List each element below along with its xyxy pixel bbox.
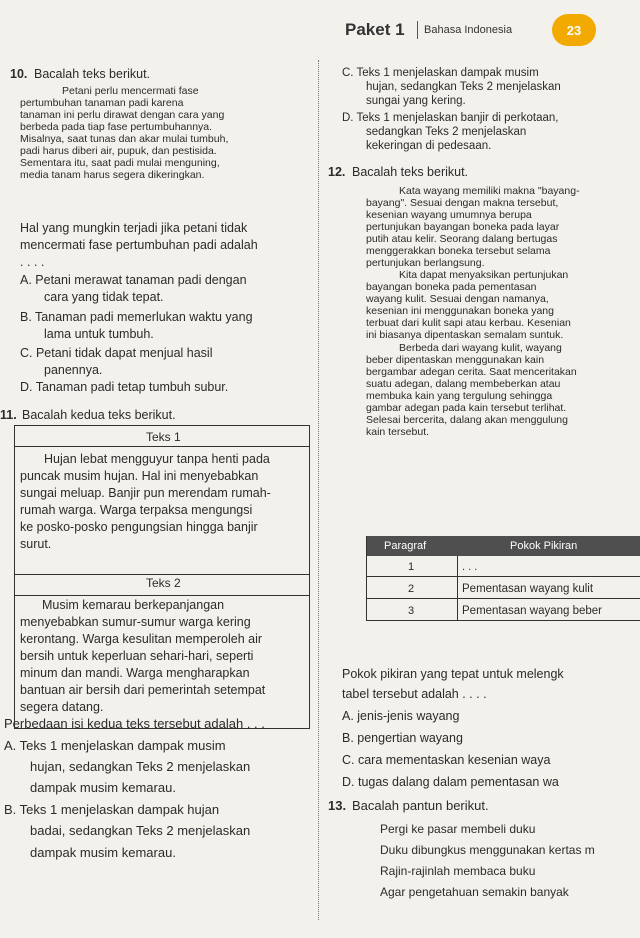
q10-prompt: Bacalah teks berikut. (34, 67, 151, 81)
q11-option-b[interactable]: dampak musim kemarau. (30, 845, 176, 860)
teks2-line: menyebabkan sumur-sumur warga kering (20, 615, 251, 629)
page-number-badge: 23 (552, 14, 596, 46)
table-cell: . . . (462, 561, 478, 573)
teks1-title: Teks 1 (146, 430, 181, 444)
teks2-line: bersih untuk keperluan sehari-hari, seperti (20, 649, 254, 663)
q12-para-line: gambar adegan pada kain tersebut terlihat. (366, 402, 567, 414)
q12-para-line: Berbeda dari wayang kulit, wayang (399, 342, 562, 354)
table-rule (366, 576, 640, 577)
column-divider (318, 60, 319, 920)
q12-option-b[interactable]: B. pengertian wayang (342, 731, 463, 745)
q12-para-line: bayangan boneka pada pementasan (366, 281, 537, 293)
table-cell: Pementasan wayang beber (462, 605, 603, 617)
q11-option-b[interactable]: B. Teks 1 menjelaskan dampak hujan (4, 802, 220, 817)
teks1-line: rumah warga. Warga terpaksa mengungsi (20, 503, 253, 517)
q10-text-line: pertumbuhan tanaman padi karena (20, 97, 184, 109)
teks2-line: bantuan air bersih dari pemerintah setempat (20, 683, 266, 697)
q10-text-line: padi harus diberi air, pupuk, dan pestisida. (20, 145, 217, 157)
teks2-line: minum dan mandi. Warga mengharapkan (20, 666, 250, 680)
table-rule (366, 620, 640, 621)
teks2-line: kerontang. Warga kesulitan memperoleh air (20, 632, 263, 646)
q12-para-line: suatu adegan, dalang membeberkan atau (366, 378, 561, 390)
q10-option-a[interactable]: cara yang tidak tepat. (44, 290, 164, 304)
q12-option-a[interactable]: A. jenis-jenis wayang (342, 709, 460, 723)
q11-option-a[interactable]: hujan, sedangkan Teks 2 menjelaskan (30, 759, 251, 774)
q12-option-d[interactable]: D. tugas dalang dalam pementasan wa (342, 775, 559, 789)
q12-para-line: pertunjukan berlangsung. (366, 257, 485, 269)
q10-text-line: media tanam harus segera dikeringkan. (20, 169, 205, 181)
q12-para-line: bergambar adegan cerita. Saat menceritakan (366, 366, 577, 378)
q10-question: Hal yang mungkin terjadi jika petani tidak (20, 221, 248, 235)
q12-para-line: Kata wayang memiliki makna "bayang- (399, 185, 580, 197)
q11-option-c[interactable]: sungai yang kering. (366, 95, 466, 107)
table-header-paragraf: Paragraf (384, 540, 427, 552)
q12-para-line: pertunjukan bayangan boneka pada layar (366, 221, 560, 233)
teks1-line: Hujan lebat mengguyur tanpa henti pada (44, 452, 270, 466)
q12-para-line: bayang". Sesuai dengan makna tersebut, (366, 197, 559, 209)
teks1-line: surut. (20, 537, 52, 551)
q10-option-d[interactable]: D. Tanaman padi tetap tumbuh subur. (20, 380, 229, 394)
teks1-line: sungai meluap. Banjir pun merendam rumah- (20, 486, 271, 500)
table-cell: 2 (408, 583, 415, 595)
q13-prompt: Bacalah pantun berikut. (352, 798, 489, 813)
q11-option-c[interactable]: C. Teks 1 menjelaskan dampak musim (342, 67, 539, 79)
q12-para-line: membuka kain yang tergulung sehingga (366, 390, 553, 402)
q11-option-a[interactable]: A. Teks 1 menjelaskan dampak musim (4, 738, 226, 753)
q12-para-line: wayang kulit. Sesuai dengan namanya, (366, 293, 549, 305)
q10-option-c[interactable]: panennya. (44, 363, 103, 377)
q12-para-line: terbuat dari kulit sapi atau kerbau. Kesenian (366, 317, 571, 329)
table-header-pokok-pikiran: Pokok Pikiran (510, 540, 578, 552)
table-rule (457, 556, 458, 621)
q10-option-b[interactable]: lama untuk tumbuh. (44, 327, 154, 341)
teks2-line: Musim kemarau berkepanjangan (42, 598, 225, 612)
q10-option-b[interactable]: B. Tanaman padi memerlukan waktu yang (20, 310, 253, 324)
q10-text-line: tanaman ini perlu dirawat dengan cara yang (20, 109, 225, 121)
package-title: Paket 1 (345, 20, 405, 39)
q10-text-line: Misalnya, saat tunas dan akar mulai tumbuh, (20, 133, 229, 145)
q10-option-c[interactable]: C. Petani tidak dapat menjual hasil (20, 346, 213, 360)
q12-option-c[interactable]: C. cara mementaskan kesenian waya (342, 753, 551, 767)
pantun-line: Duku dibungkus menggunakan kertas m (380, 843, 595, 857)
teks2-title: Teks 2 (146, 576, 181, 590)
q12-para-line: kain tersebut. (366, 426, 430, 438)
q11-option-a[interactable]: dampak musim kemarau. (30, 780, 176, 795)
q11-question: Perbedaan isi kedua teks tersebut adalah . . . (4, 716, 265, 731)
table-rule (366, 598, 640, 599)
q12-question: Pokok pikiran yang tepat untuk melengk (342, 667, 564, 681)
teks1-line: puncak musim hujan. Hal ini menyebabkan (20, 469, 259, 483)
q10-question: mencermati fase pertumbuhan padi adalah (20, 238, 258, 252)
q12-para-line: putih atau kelir. Seorang dalang bertugas (366, 233, 558, 245)
q12-prompt: Bacalah teks berikut. (352, 165, 469, 179)
header-separator (417, 21, 418, 39)
q10-text-line: Sementara itu, saat padi mulai menguning, (20, 157, 220, 169)
subject-label: Bahasa Indonesia (424, 24, 513, 36)
q12-para-line: Kita dapat menyaksikan pertunjukan (399, 269, 569, 281)
q11-option-d[interactable]: kekeringan di pedesaan. (366, 140, 492, 152)
table-rule (366, 536, 367, 621)
q10-option-a[interactable]: A. Petani merawat tanaman padi dengan (20, 273, 247, 287)
q12-para-line: Selesai bercerita, dalang akan menggulung (366, 414, 568, 426)
q11-option-c[interactable]: hujan, sedangkan Teks 2 menjelaskan (366, 81, 561, 93)
q11-option-b[interactable]: badai, sedangkan Teks 2 menjelaskan (30, 823, 251, 838)
q12-para-line: beber dipentaskan menggunakan kain (366, 354, 545, 366)
q11-number: 11. (0, 408, 17, 422)
q11-option-d[interactable]: D. Teks 1 menjelaskan banjir di perkotaan, (342, 112, 559, 124)
table-cell: Pementasan wayang kulit (462, 583, 594, 595)
q12-para-line: kesenian wayang umumnya berupa (366, 209, 532, 221)
q12-question: tabel tersebut adalah . . . . (342, 687, 487, 701)
pantun-line: Rajin-rajinlah membaca buku (380, 864, 536, 878)
q12-para-line: kesenian ini menggunakan boneka yang (366, 305, 554, 317)
teks2-line: segera datang. (20, 700, 104, 714)
table-cell: 1 (408, 561, 415, 573)
table-cell: 3 (408, 605, 415, 617)
page-header (0, 0, 640, 62)
q10-text-line: Petani perlu mencermati fase (62, 85, 199, 97)
pantun-line: Agar pengetahuan semakin banyak (380, 885, 569, 899)
q12-para-line: ini biasanya dipentaskan semalam suntuk. (366, 329, 564, 341)
q12-para-line: menggerakkan boneka tersebut selama (366, 245, 551, 257)
pantun-line: Pergi ke pasar membeli duku (380, 822, 536, 836)
teks1-line: ke posko-posko pengungsian hingga banjir (20, 520, 258, 534)
q13-number: 13. (328, 798, 347, 813)
q10-text-line: berbeda pada tiap fase pertumbuhannya. (20, 121, 213, 133)
q12-number: 12. (328, 165, 346, 179)
q10-question: . . . . (20, 255, 45, 269)
q11-option-d[interactable]: sedangkan Teks 2 menjelaskan (366, 126, 527, 138)
q11-prompt: Bacalah kedua teks berikut. (22, 408, 176, 422)
q10-number: 10. (10, 67, 28, 81)
